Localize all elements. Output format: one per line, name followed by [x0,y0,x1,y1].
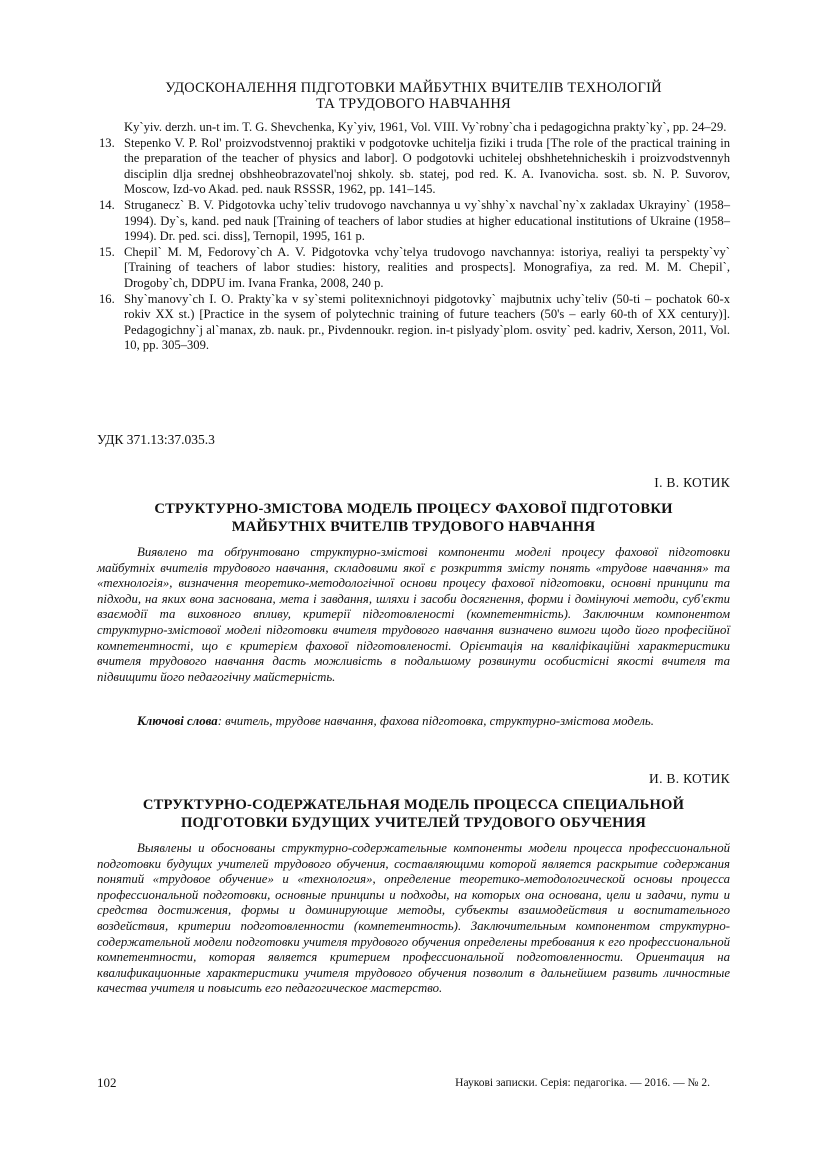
udc-code: УДК 371.13:37.035.3 [97,432,215,447]
running-header-line-1: УДОСКОНАЛЕННЯ ПІДГОТОВКИ МАЙБУТНІХ ВЧИТЕЛІВ ТЕХНОЛОГІЙ [165,80,662,96]
reference-item [97,245,730,292]
article-title-ru [97,796,730,832]
reference-number: 14. [99,197,115,212]
reference-item [97,198,730,245]
reference-item [97,136,730,198]
reference-text: Shy`manovy`ch I. O. Prakty`ka v sy`stemi politexnichnoyi pidgotovky` majbutnix uchy`teliv (50-ti – pochatok 60-x rokiv XX st.) [Practice in the sysem of polytechnic training of future teachers (50's – early 60-th of XX century)]. Pedagogichny`j al`manax, zb. nauk. pr., Pivdennoukr. region. in-t pislyady`plom. osvity` ped. kadriv, Xerson, 2011, Vol. 10, pp. 305–309. [124,291,730,353]
keywords-ua [97,714,730,730]
article-title-ua-line-1: СТРУКТУРНО-ЗМІСТОВА МОДЕЛЬ ПРОЦЕСУ ФАХОВОЇ ПІДГОТОВКИ [154,501,673,517]
keywords-text: : вчитель, трудове навчання, фахова підготовка, структурно-змістова модель. [217,714,654,728]
running-header [97,80,730,112]
reference-text: Stepenko V. P. Rol' proizvodstvennoj praktiki v podgotovke uchitelja fiziki i truda [The role of the practical training in the preparation of the teacher of physics and labor]. O podgotovki uchitelej obshhetehnicheskih i proizvodstvennyh disciplin dlja srednej obshheobrazovatel'noj shkoly. sb. statej, pod red. K. A. Ivanovicha. sost. sb. N. P. Suvorov, Moscow, Izd-vo Akad. ped. nauk RSSSR, 1962, pp. 141–145. [124,135,730,197]
reference-number: 13. [99,135,115,150]
reference-number: 15. [99,244,115,259]
reference-text: Struganecz` B. V. Pidgotovka uchy`teliv trudovogo navchannya u vy`shhy`x navchal`ny`x zakladax Ukrayiny` (1958–1994). Dy`s, kand. ped nauk [Training of teachers of labor studies at higher educational institutions of Ukraine (1958–1994). Dr. ped. sci. diss], Ternopil, 1995, 161 p. [124,197,730,244]
abstract-ua: Виявлено та обґрунтовано структурно-змістові компоненти моделі процесу фахової підготовки майбутніх вчителів трудового навчання, складовими якої є розкриття змісту понять «трудове навчання» та «технологія», визначення теоретико-методологічної основи процесу фахової підготовки, основні принципи та підходи, на яких вона заснована, мета і завдання, шляхи і засоби досягнення, форми і домінуючі методи, суб'єкти взаємодії та виховного впливу, критерії підготовленості (компетентність). Заключним компонентом структурно-змістової моделі підготовки вчителя трудового навчання визначено вимоги щодо його професійної компетентності, що є критерієм фахової підготовленості. Орієнтація на кваліфікаційні характеристики вчителя трудового навчання дасть можливість в подальшому розвинути особистісні якості вчителя та підвищити його педагогічну майстерність. [97,545,730,684]
article-title-ru-line-1: СТРУКТУРНО-СОДЕРЖАТЕЛЬНАЯ МОДЕЛЬ ПРОЦЕССА СПЕЦИАЛЬНОЙ [142,797,685,813]
running-header-line-2: ТА ТРУДОВОГО НАВЧАННЯ [316,96,511,112]
page-number: 102 [97,1075,117,1090]
author-ru: И. В. КОТИК [649,771,730,786]
abstract-ru: Выявлены и обоснованы структурно-содержательные компоненты модели процесса профессиональной подготовки будущих учителей трудового обучения, составляющими которой является раскрытие содержания понятий «трудовое обучение» и «технология», определение теоретико-методологической основы процесса профессиональной подготовки, основные принципы и подходы, на которых она основана, цели и задачи, пути и средства достижения, формы и доминирующие методы, субъекты взаимодействия и воспитательного воздействия, критерии подготовленности (компетентность). Заключительным компонентом структурно-содержательной модели подготовки учителя трудового обучения определены требования к его профессиональной компетентности, которая является критерием профессиональной подготовленности. Ориентация на квалификационные характеристики учителя трудового обучения позволит в дальнейшем развить личностные качества учителя и повысить его педагогическое мастерство. [97,841,730,996]
article-title-ua [97,500,730,536]
article-title-ru-line-2: ПОДГОТОВКИ БУДУЩИХ УЧИТЕЛЕЙ ТРУДОВОГО ОБУЧЕНИЯ [180,815,647,831]
reference-text: Ky`yiv. derzh. un-t im. T. G. Shevchenka, Ky`yiv, 1961, Vol. VIII. Vy`robny`cha i pedagogichna prakty`ky`, pp. 24–29. [124,120,727,134]
journal-citation: Наукові записки. Серія: педагогіка. — 2016. — № 2. [455,1077,710,1089]
reference-item [97,120,730,136]
keywords-label: Ключові слова [137,714,218,728]
reference-number: 16. [99,291,115,306]
reference-item [97,292,730,354]
reference-list [97,120,730,354]
author-ua: І. В. КОТИК [654,475,730,490]
article-title-ua-line-2: МАЙБУТНІХ ВЧИТЕЛІВ ТРУДОВОГО НАВЧАННЯ [231,519,596,535]
reference-text: Chepil` M. M, Fedorovy`ch A. V. Pidgotovka vchy`telya trudovogo navchannya: istoriya, realiyi ta perspekty`vy` [Training of teachers of labor studies: history, realities and prospects]. Monografiya, za red. M. M. Chepil`, Drogoby`ch, DDPU im. Ivana Franka, 2008, 240 p. [124,244,730,290]
